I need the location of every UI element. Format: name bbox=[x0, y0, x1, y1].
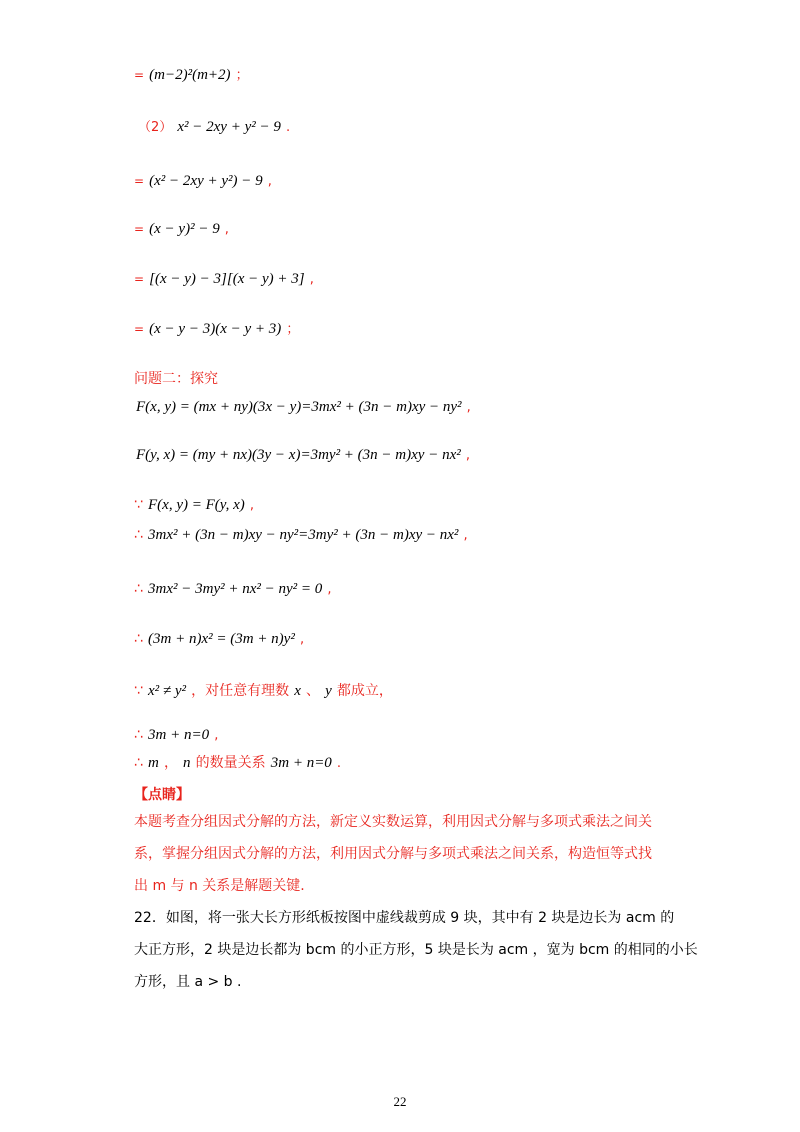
therefore-symbol: ∴ bbox=[134, 631, 143, 647]
page-number: 22 bbox=[393, 1094, 407, 1109]
step-expression: [(x − y) − 3][(x − y) + 3] bbox=[149, 271, 305, 287]
step-expression: (m−2)²(m+2) bbox=[149, 67, 231, 83]
variable-n: n bbox=[183, 755, 191, 771]
condition-text: ，对任意有理数 bbox=[191, 683, 290, 699]
derivation-line-3 bbox=[134, 494, 254, 514]
step-prefix: = bbox=[134, 322, 145, 336]
step-suffix: , bbox=[309, 272, 314, 287]
step-prefix: = bbox=[134, 272, 145, 286]
derivation-expression: F(x, y) = F(y, x) bbox=[148, 497, 245, 513]
problem-line-2: 大正方形，2 块是边长都为 bcm 的小正方形，5 块是长为 acm ，宽为 bcm 的相同的小长 bbox=[134, 942, 698, 958]
problem-line-1: 22．如图，将一张大长方形纸板按图中虚线裁剪成 9 块，其中有 2 块是边长为 acm 的 bbox=[134, 910, 675, 926]
derivation-suffix: , bbox=[465, 448, 470, 463]
comma: ， bbox=[163, 755, 178, 771]
step-suffix: ； bbox=[235, 68, 249, 83]
therefore-symbol: ∴ bbox=[134, 755, 143, 771]
step-1 bbox=[134, 64, 249, 84]
step-expression: (x − y − 3)(x − y + 3) bbox=[149, 321, 282, 337]
comment-line-3: 出 m 与 n 关系是解题关键. bbox=[134, 878, 305, 894]
because-symbol: ∵ bbox=[134, 683, 143, 699]
step-expression: x² − 2xy + y² − 9 bbox=[177, 119, 281, 135]
step-3 bbox=[134, 170, 272, 190]
step-expression: (x − y)² − 9 bbox=[149, 221, 220, 237]
variable-x: x bbox=[294, 683, 301, 699]
step-suffix: ； bbox=[286, 322, 300, 337]
derivation-line-1 bbox=[136, 396, 471, 416]
step-suffix: . bbox=[285, 120, 291, 135]
derivation-expression: F(y, x) = (my + nx)(3y − x)=3my² + (3n − m)xy − nx² bbox=[136, 447, 461, 463]
result-line-1 bbox=[134, 724, 218, 744]
therefore-symbol: ∴ bbox=[134, 727, 143, 743]
result-expression: 3m + n=0 bbox=[270, 755, 332, 771]
step-4 bbox=[134, 218, 229, 238]
problem-line-3: 方形，且 a > b . bbox=[134, 974, 242, 990]
step-prefix: = bbox=[134, 222, 145, 236]
result-suffix: . bbox=[336, 756, 342, 771]
therefore-symbol: ∴ bbox=[134, 527, 143, 543]
derivation-suffix: , bbox=[299, 632, 305, 647]
step-2 bbox=[138, 116, 290, 136]
derivation-line-5 bbox=[134, 578, 332, 598]
separator: 、 bbox=[306, 683, 321, 699]
step-5 bbox=[134, 268, 314, 288]
derivation-expression: (3m + n)x² = (3m + n)y² bbox=[148, 631, 295, 647]
result-expression: 3m + n=0 bbox=[148, 727, 210, 743]
result-line-2 bbox=[134, 752, 341, 772]
derivation-line-2 bbox=[136, 444, 470, 464]
derivation-expression: 3mx² − 3my² + nx² − ny² = 0 bbox=[148, 581, 323, 597]
derivation-suffix: , bbox=[327, 582, 332, 597]
comment-line-2: 系，掌握分组因式分解的方法，利用因式分解与多项式乘法之间关系，构造恒等式找 bbox=[134, 846, 652, 862]
comment-header: 【点睛】 bbox=[134, 787, 190, 803]
result-text: 的数量关系 bbox=[195, 755, 266, 771]
step-suffix: , bbox=[224, 222, 229, 237]
variable-m: m bbox=[148, 755, 159, 771]
step-6 bbox=[134, 318, 299, 338]
derivation-expression: 3mx² + (3n − m)xy − ny²=3my² + (3n − m)xy − nx² bbox=[148, 527, 459, 543]
derivation-suffix: , bbox=[463, 528, 468, 543]
derivation-suffix: , bbox=[249, 498, 254, 513]
derivation-suffix: , bbox=[466, 400, 471, 415]
therefore-symbol: ∴ bbox=[134, 581, 143, 597]
derivation-line-6 bbox=[134, 628, 304, 648]
because-symbol: ∵ bbox=[134, 497, 143, 513]
derivation-line-4 bbox=[134, 524, 468, 544]
derivation-expression: F(x, y) = (mx + ny)(3x − y)=3mx² + (3n − m)xy − ny² bbox=[136, 399, 462, 415]
step-prefix: = bbox=[134, 68, 145, 82]
condition-text-end: 都成立， bbox=[336, 683, 393, 699]
step-expression: (x² − 2xy + y²) − 9 bbox=[149, 173, 263, 189]
step-prefix: = bbox=[134, 174, 145, 188]
result-suffix: , bbox=[214, 728, 219, 743]
section-title: 问题二：探究 bbox=[134, 371, 218, 387]
comment-line-1: 本题考查分组因式分解的方法，新定义实数运算，利用因式分解与多项式乘法之间关 bbox=[134, 814, 652, 830]
condition-expression: x² ≠ y² bbox=[148, 683, 187, 699]
condition-line bbox=[134, 680, 393, 700]
part-label: （2） bbox=[138, 120, 173, 135]
variable-y: y bbox=[325, 683, 332, 699]
step-suffix: , bbox=[267, 174, 272, 189]
